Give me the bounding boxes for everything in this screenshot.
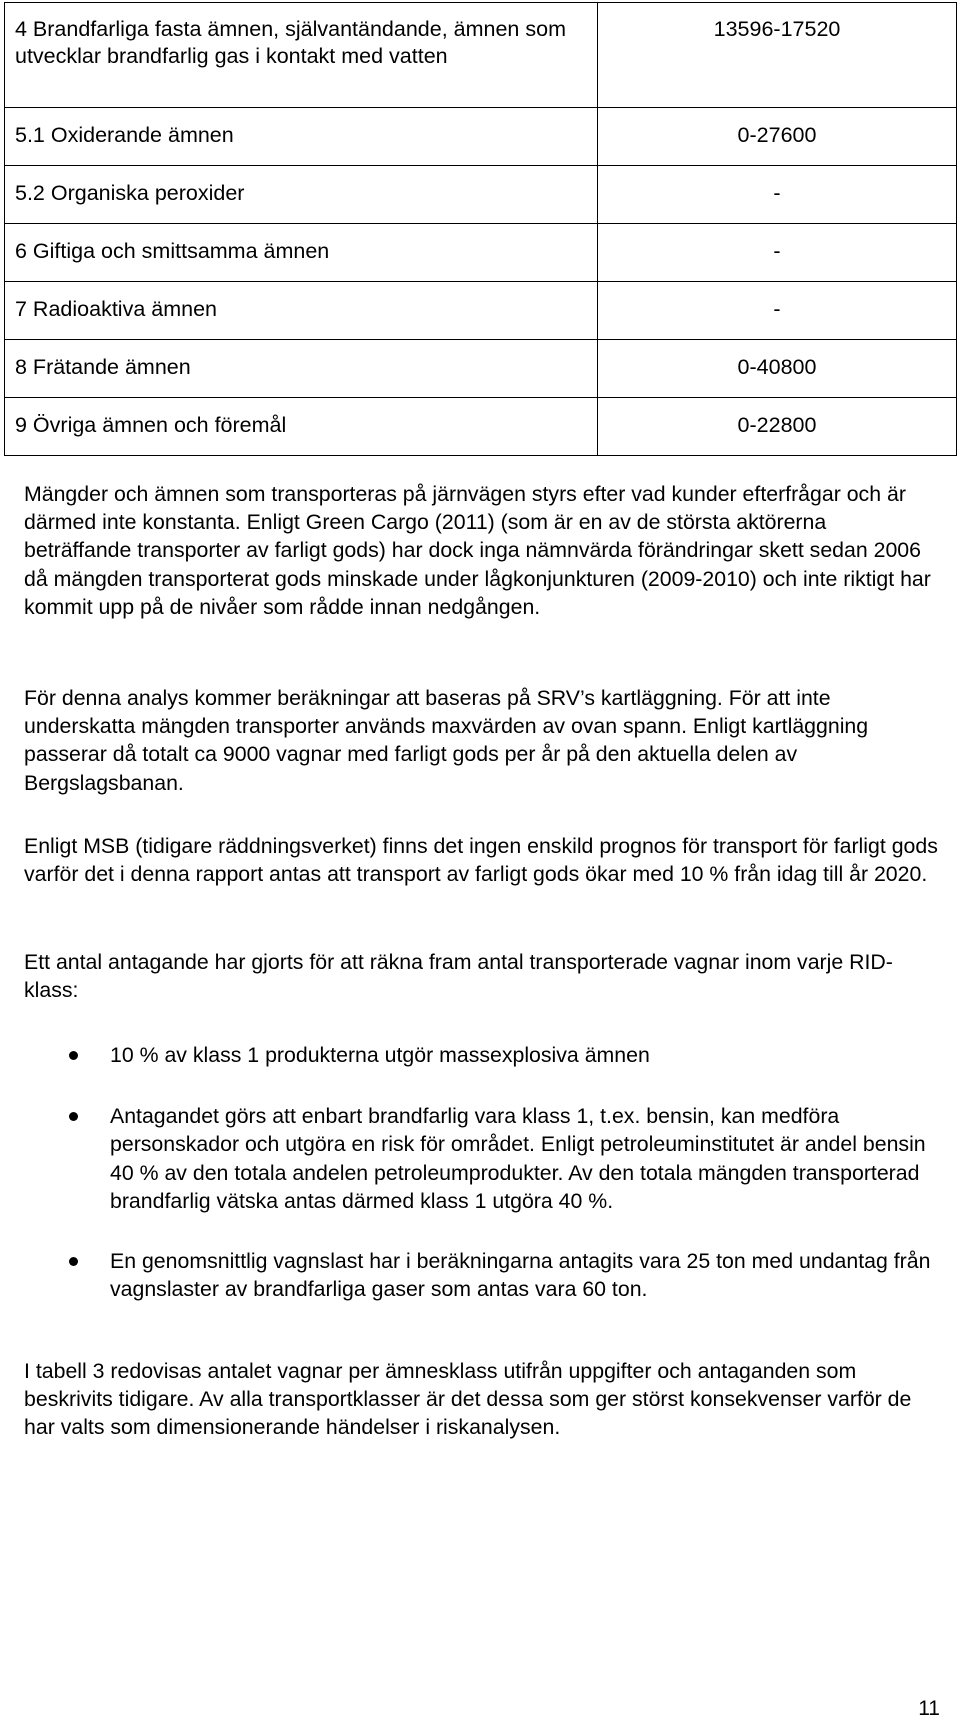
- paragraph-text: Mängder och ämnen som transporteras på järnvägen styrs efter vad kunder efterfrågar och är därmed inte konstanta. Enligt Green Cargo (2011) (som är en av de största aktörerna beträffande transporter av farligt gods) har dock inga nämnvärda förändringar skett sedan 2006 då mängden transporterat gods minskade under lågkonjunkturen (2009-2010) och inte riktigt har kommit upp på de nivåer som rådde innan nedgången.: [24, 482, 931, 619]
- table-cell-value: -: [598, 166, 957, 224]
- paragraph-table-3-summary: [24, 1357, 939, 1442]
- table-cell-class: 6 Giftiga och smittsamma ämnen: [5, 224, 598, 282]
- page-number: 11: [918, 1697, 940, 1720]
- table-cell-class: 7 Radioaktiva ämnen: [5, 282, 598, 340]
- paragraph-text: Ett antal antagande har gjorts för att räkna fram antal transporterade vagnar inom varje RID-klass:: [24, 950, 893, 1003]
- table-cell-value: 13596-17520: [598, 3, 957, 108]
- paragraph-srv-analysis: [24, 684, 939, 797]
- paragraph-assumptions-intro: [24, 948, 939, 1004]
- table-row: [5, 340, 957, 398]
- table-cell-value: 0-27600: [598, 108, 957, 166]
- bullet-icon: [69, 1112, 78, 1121]
- list-item: [0, 1041, 940, 1069]
- list-item-text: En genomsnittlig vagnslast har i beräkningarna antagits vara 25 ton med undantag från vagnslaster av brandfarliga gaser som antas vara 60 ton.: [110, 1249, 931, 1302]
- table-cell-class: 9 Övriga ämnen och föremål: [5, 398, 598, 456]
- table-row: [5, 3, 957, 108]
- table-cell-value: 0-22800: [598, 398, 957, 456]
- bullet-icon: [69, 1051, 78, 1060]
- paragraph-text: I tabell 3 redovisas antalet vagnar per ämnesklass utifrån uppgifter och antaganden som beskrivits tidigare. Av alla transportklasser är det dessa som ger störst konsekvenser varför de har valts som dimensionerande händelser i riskanalysen.: [24, 1359, 912, 1440]
- bullet-icon: [69, 1257, 78, 1266]
- paragraph-text: För denna analys kommer beräkningar att baseras på SRV’s kartläggning. För att inte underskatta mängden transporter används maxvärden av ovan spann. Enligt kartläggning passerar då totalt ca 9000 vagnar med farligt gods per år på den aktuella delen av Bergslagsbanan.: [24, 686, 869, 795]
- table-cell-class: 8 Frätande ämnen: [5, 340, 598, 398]
- paragraph-text: Enligt MSB (tidigare räddningsverket) finns det ingen enskild prognos för transport för farligt gods varför det i denna rapport antas att transport av farligt gods ökar med 10 % från idag till år 2020.: [24, 834, 938, 887]
- table-cell-value: 0-40800: [598, 340, 957, 398]
- assumptions-list: [0, 1041, 940, 1303]
- list-item: [0, 1102, 940, 1215]
- table-cell-class: 4 Brandfarliga fasta ämnen, självantändande, ämnen som utvecklar brandfarlig gas i kontakt med vatten: [5, 3, 598, 108]
- table-row: [5, 108, 957, 166]
- table-cell-class: 5.2 Organiska peroxider: [5, 166, 598, 224]
- rid-class-table: [4, 2, 957, 456]
- table-row: [5, 166, 957, 224]
- table-row: [5, 224, 957, 282]
- table-row: [5, 398, 957, 456]
- table-cell-value: -: [598, 224, 957, 282]
- list-item-text: 10 % av klass 1 produkterna utgör massexplosiva ämnen: [110, 1043, 650, 1067]
- list-item-text: Antagandet görs att enbart brandfarlig vara klass 1, t.ex. bensin, kan medföra personskador och utgöra en risk för området. Enligt petroleuminstitutet är andel bensin 40 % av den totala andelen petroleumprodukter. Av den totala mängden transporterad brandfarlig vätska antas därmed klass 1 utgöra 40 %.: [110, 1104, 926, 1213]
- table-cell-class: 5.1 Oxiderande ämnen: [5, 108, 598, 166]
- table-row: [5, 282, 957, 340]
- paragraph-green-cargo: [24, 480, 939, 621]
- paragraph-msb-prognosis: [24, 832, 939, 888]
- list-item: [0, 1247, 940, 1303]
- table-cell-value: -: [598, 282, 957, 340]
